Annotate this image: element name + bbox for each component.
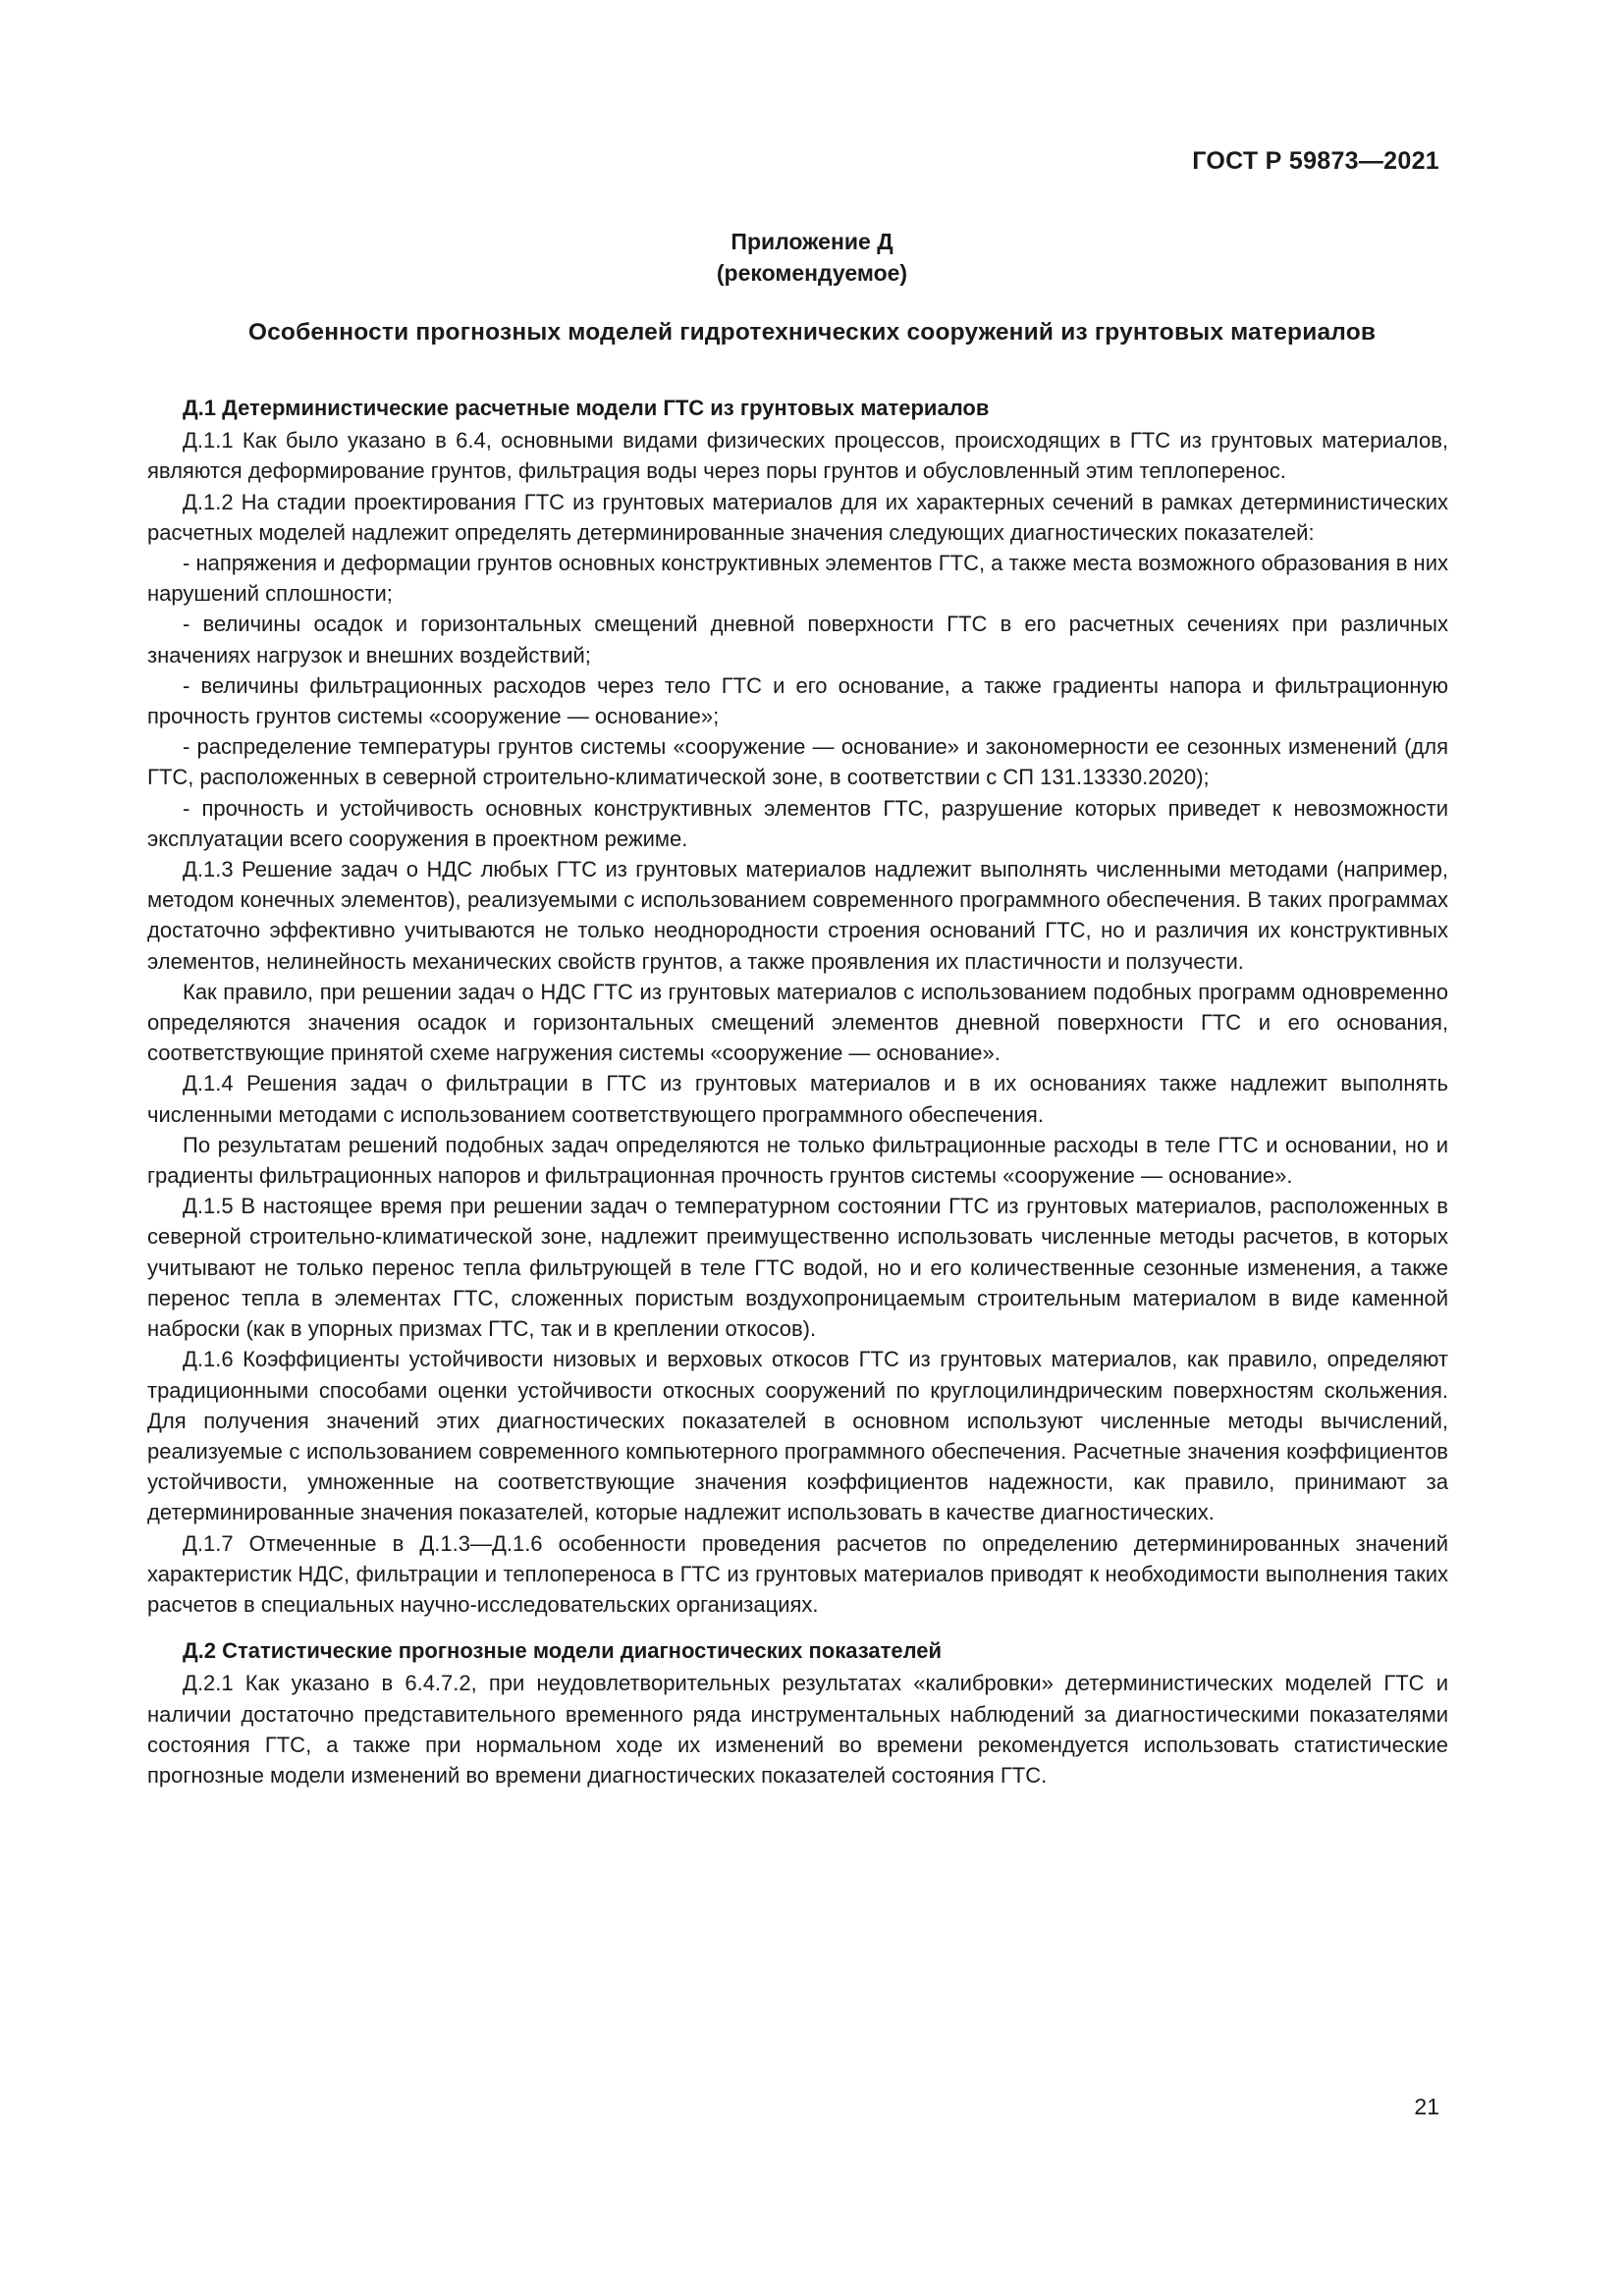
paragraph: Д.1.5 В настоящее время при решении задач о температурном состоянии ГТС из грунтовых материалов, расположенных в северной строительно-климатической зоне, надлежит преимущественно использовать численные методы расчетов, в которых учитывают не только перенос тепла фильтрующей в теле ГТС водой, но и его количественные сезонные изменения, а также перенос тепла в элементах ГТС, сложенных пористым воздухопроницаемым строительным материалом в виде каменной наброски (как в упорных призмах ГТС, так и в креплении откосов). <box>147 1194 1448 1342</box>
paragraph: Д.1.2 На стадии проектирования ГТС из грунтовых материалов для их характерных сечений в рамках детерминистических расчетных моделей надлежит определять детерминированные значения следующих диагностических показателей: <box>147 489 1448 545</box>
paragraph: Как правило, при решении задач о НДС ГТС из грунтовых материалов с использованием подобных программ одновременно определяются значения осадок и горизонтальных смещений элементов дневной поверхности ГТС и его основания, соответствующие принятой схеме нагружения системы «сооружение — основание». <box>147 979 1448 1066</box>
appendix-heading <box>0 226 1624 289</box>
appendix-status: (рекомендуемое) <box>716 260 908 286</box>
paragraph: Д.1.6 Коэффициенты устойчивости низовых и верховых откосов ГТС из грунтовых материалов, как правило, определяют традиционными способами оценки устойчивости откосных сооружений по круглоцилиндрическим поверхностям скольжения. Для получения значений этих диагностических показателей в основном используют численные методы вычислений, реализуемые с использованием современного компьютерного программного обеспечения. Расчетные значения коэффициентов устойчивости, умноженные на соответствующие значения коэффициентов надежности, как правило, принимают за детерминированные значения показателей, которые надлежит использовать в качестве диагностических. <box>147 1347 1448 1525</box>
page-number: 21 <box>1414 2094 1439 2119</box>
list-item: - величины осадок и горизонтальных смещений дневной поверхности ГТС в его расчетных сечениях при различных значениях нагрузок и внешних воздействий; <box>147 612 1448 667</box>
paragraph: Д.1.7 Отмеченные в Д.1.3—Д.1.6 особенности проведения расчетов по определению детерминированных значений характеристик НДС, фильтрации и теплопереноса в ГТС из грунтовых материалов приводят к необходимости выполнения таких расчетов в специальных научно-исследовательских организациях. <box>147 1530 1448 1617</box>
section-heading: Д.2 Статистические прогнозные модели диагностических показателей <box>183 1638 943 1664</box>
list-item: - распределение температуры грунтов системы «сооружение — основание» и закономерности ее сезонных изменений (для ГТС, расположенных в северной строительно-климатической зоне, в соответствии с СП 131.13330.2020); <box>147 734 1448 790</box>
document-code: ГОСТ Р 59873—2021 <box>1192 147 1439 175</box>
paragraph: Д.2.1 Как указано в 6.4.7.2, при неудовлетворительных результатах «калибровки» детерминистических моделей ГТС и наличии достаточно представительного временного ряда инструментальных наблюдений за диагностическими показателями состояния ГТС, а также при нормальном ходе их изменений во времени рекомендуется использовать статистические прогнозные модели изменений во времени диагностических показателей состояния ГТС. <box>147 1671 1448 1788</box>
section-heading: Д.1 Детерминистические расчетные модели ГТС из грунтовых материалов <box>183 396 990 420</box>
paragraph: Д.1.3 Решение задач о НДС любых ГТС из грунтовых материалов надлежит выполнять численными методами (например, методом конечных элементов), реализуемыми с использованием современного программного обеспечения. В таких программах достаточно эффективно учитываются не только неоднородности строения оснований ГТС, но и различия их конструктивных элементов, нелинейность механических свойств грунтов, а также проявления их пластичности и ползучести. <box>147 857 1448 974</box>
appendix-title: Особенности прогнозных моделей гидротехнических сооружений из грунтовых материалов <box>247 319 1377 346</box>
paragraph: По результатам решений подобных задач определяются не только фильтрационные расходы в теле ГТС и основании, но и градиенты фильтрационных напоров и фильтрационная прочность грунтов системы «сооружение — основание». <box>147 1132 1448 1189</box>
document-body <box>147 393 1448 1790</box>
paragraph: Д.1.1 Как было указано в 6.4, основными видами физических процессов, происходящих в ГТС из грунтовых материалов, являются деформирование грунтов, фильтрация воды через поры грунтов и обусловленный этим теплоперенос. <box>147 428 1448 484</box>
list-item: - величины фильтрационных расходов через тело ГТС и его основание, а также градиенты напора и фильтрационную прочность грунтов системы «сооружение — основание»; <box>147 672 1448 729</box>
paragraph: Д.1.4 Решения задач о фильтрации в ГТС из грунтовых материалов и в их основаниях также надлежит выполнять численными методами с использованием соответствующего программного обеспечения. <box>147 1071 1448 1127</box>
appendix-label: Приложение Д <box>731 229 893 254</box>
list-item: - напряжения и деформации грунтов основных конструктивных элементов ГТС, а также места возможного образования в них нарушений сплошности; <box>147 551 1448 607</box>
list-item: - прочность и устойчивость основных конструктивных элементов ГТС, разрушение которых приведет к невозможности эксплуатации всего сооружения в проектном режиме. <box>147 795 1448 851</box>
